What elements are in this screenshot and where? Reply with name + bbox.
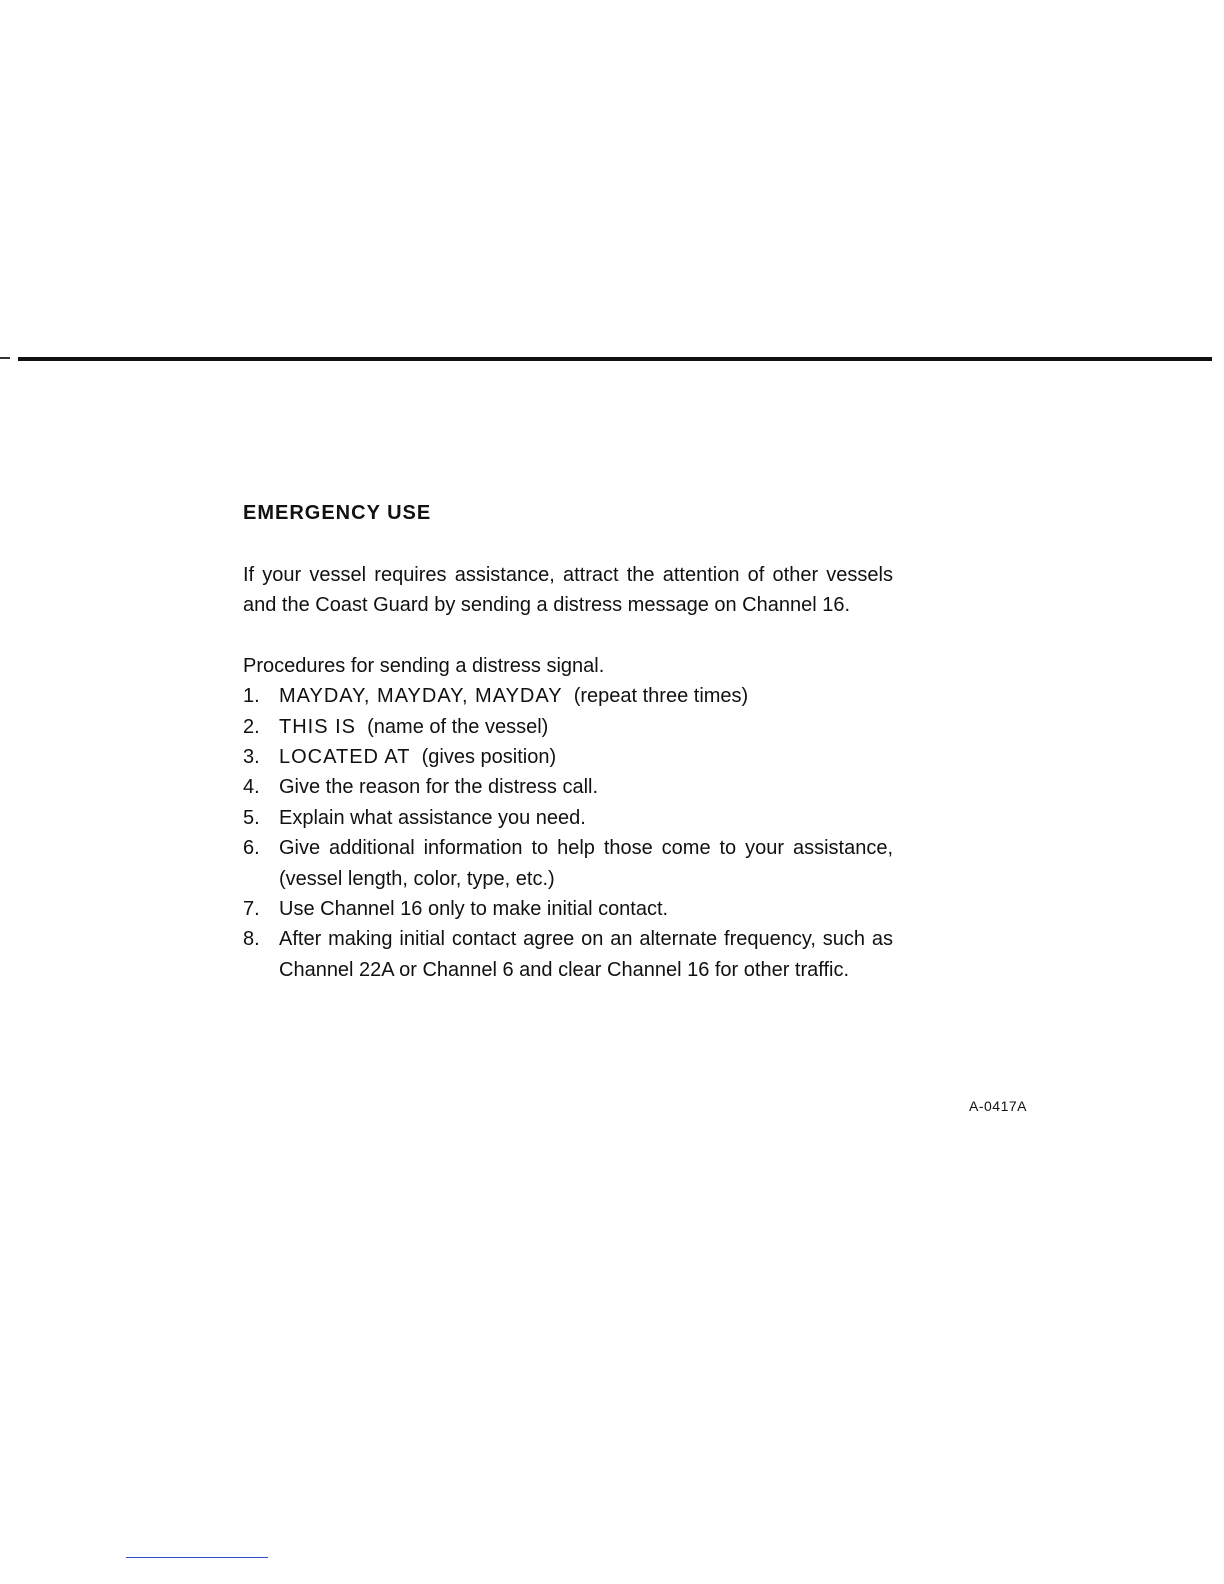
step-text: (repeat three times) [573,685,749,708]
step-number: 4. [243,776,260,799]
step-text: Use Channel 16 only to make initial contact. [279,898,669,921]
step-text: After making initial contact agree on an alternate frequency, such as Channel 22A or Channel 6 and clear Channel 16 for other traffic. [279,928,893,981]
step-text: (name of the vessel) [367,715,549,738]
step-number: 1. [243,685,260,708]
procedure-steps [243,681,893,985]
step-keyword: MAYDAY, MAYDAY, MAYDAY [279,685,563,708]
intro-paragraph: If your vessel requires assistance, attract the attention of other vessels and the Coast Guard by sending a distress message on Channel 16. [243,564,893,617]
step-keyword: LOCATED AT [279,746,411,769]
reference-code: A-0417A [969,1098,1027,1114]
margin-tick [0,357,10,359]
step-text: (gives position) [421,746,557,769]
step-number: 8. [243,928,260,951]
step-number: 2. [243,715,260,738]
step-8 [243,924,893,985]
step-number: 6. [243,837,260,860]
step-5 [243,803,893,833]
step-1 [243,681,893,711]
step-text: Give the reason for the distress call. [279,776,599,799]
step-number: 5. [243,806,260,829]
top-rule [18,357,1212,361]
step-6 [243,833,893,894]
section-heading: EMERGENCY USE [243,502,432,524]
step-number: 7. [243,898,260,921]
step-text: Give additional information to help those come to your assistance, (vessel length, color, type, etc.) [279,837,893,890]
step-number: 3. [243,746,260,769]
step-3 [243,742,893,772]
procedure-title: Procedures for sending a distress signal. [243,654,605,677]
step-keyword: THIS IS [279,715,357,738]
step-4 [243,772,893,802]
step-2 [243,712,893,742]
step-text: Explain what assistance you need. [279,806,586,829]
page-content [243,498,893,985]
step-7 [243,894,893,924]
bottom-rule [126,1557,268,1558]
